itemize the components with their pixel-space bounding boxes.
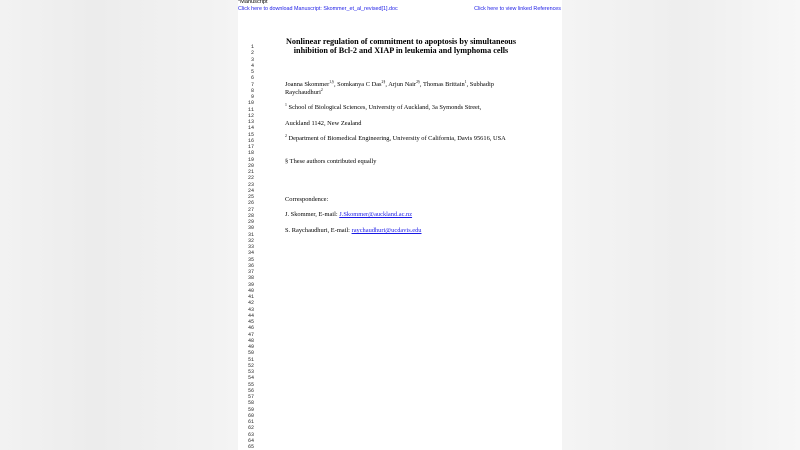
line-number: 47 [247,331,254,338]
line-number: 9 [250,94,254,100]
contact-prefix: S. Raychaudhuri, E-mail: [285,227,352,234]
line-number: 30 [247,225,254,232]
line-number: 10 [247,100,254,107]
line-number: 40 [247,287,254,294]
contact-prefix: J. Skommer, E-mail: [285,211,340,218]
email-link[interactable]: raychaudhuri@ucdavis.edu [351,227,422,234]
line-number: 42 [247,300,254,307]
author-name: Subhadip Raychaudhuri [285,81,494,96]
line-number: 37 [247,269,254,275]
view-references-link[interactable]: Click here to view linked References [474,6,561,12]
line-number: 13 [247,119,254,125]
line-number: 28 [247,212,254,219]
viewer-background-right [562,0,800,450]
line-number: 12 [247,112,254,119]
correspondence-heading: Correspondence: [285,196,329,203]
author-affiliation-mark: 1,§ [329,79,334,84]
affiliation-2 [285,135,506,142]
line-number: 46 [247,325,254,332]
line-number: 60 [247,412,254,419]
author-name: Somkanya C Das [337,81,382,88]
line-number: 51 [247,356,254,363]
line-number: 62 [247,425,254,432]
line-number: 39 [247,281,254,288]
viewer-background-left [0,0,238,450]
line-number: 38 [247,275,254,282]
line-number: 55 [247,381,254,388]
line-number: 22 [247,175,254,182]
line-number: 59 [247,406,254,413]
line-number: 24 [247,187,254,194]
line-number: 14 [247,125,254,132]
author-name: Arjun Nair [388,81,417,88]
line-number: 3 [250,56,254,63]
line-number: 45 [247,319,254,325]
line-number: 61 [247,419,254,425]
line-number: 17 [247,144,254,150]
line-number: 1 [250,44,254,50]
line-number: 4 [250,62,254,69]
line-number: 64 [247,437,254,444]
author-affiliation-mark: 2 [320,87,323,92]
correspondence-contact-2 [285,227,422,234]
line-number: 21 [247,169,254,175]
line-number: 32 [247,237,254,244]
author-name: Thomas Brittain [422,81,465,88]
line-number: 63 [247,431,254,438]
line-number: 54 [247,375,254,382]
line-number: 34 [247,250,254,257]
line-number-gutter [246,44,254,450]
affiliation-text: School of Biological Sciences, University of Auckland, 3a Symonds Street, [288,104,482,111]
line-number: 52 [247,362,254,369]
equal-contribution-note: § These authors contributed equally [285,158,377,165]
line-number: 49 [247,344,254,350]
author-affiliation-mark: 2§ [381,79,386,84]
author-name: Joanna Skommer [285,81,330,88]
correspondence-contact-1 [285,211,412,218]
line-number: 41 [247,294,254,300]
line-number: 18 [247,150,254,157]
line-number: 44 [247,312,254,319]
paper-title: Nonlinear regulation of commitment to apoptosis by simultaneous inhibition of Bcl-2 and XIAP in leukemia and lymphoma cells [285,37,517,56]
line-number: 23 [247,181,254,188]
line-number: 7 [250,81,254,88]
affiliation-mark: 1 [285,102,287,107]
line-number: 53 [247,369,254,375]
line-number: 6 [250,75,254,82]
line-number: 35 [247,256,254,263]
line-number: 16 [247,137,254,144]
author-affiliation-mark: 1 [464,79,467,84]
author-list: Joanna Skommer$^{1,\S}$, Somkanya C Das$^{2\S}$, Arjun Nair$^{2\S}$, Thomas Brittain$^1$, Subhadip Raychaudhuri$^2$ [285,79,494,96]
line-number: 31 [247,231,254,238]
line-number: 48 [247,337,254,344]
line-number: 19 [247,156,254,163]
document-page [238,0,562,450]
line-number: 58 [247,400,254,407]
affiliation-1 [285,104,481,111]
line-number: 57 [247,394,254,400]
line-number: 50 [247,350,254,357]
line-number: 25 [247,194,254,200]
affiliation-text: Department of Biomedical Engineering, University of California, Davis 95616, USA [288,135,506,142]
line-number: 65 [247,444,254,450]
author-affiliation-mark: 2§ [416,79,420,84]
line-number: 33 [247,244,254,250]
line-number: 20 [247,162,254,169]
line-number: 56 [247,387,254,394]
line-number: 5 [250,69,254,75]
line-number: 27 [247,206,254,213]
line-number: 29 [247,219,254,225]
manuscript-label: *Manuscript [238,0,268,5]
line-number: 26 [247,200,254,207]
line-number: 2 [250,50,254,57]
affiliation-mark: 2 [285,133,287,138]
line-number: 15 [247,131,254,138]
email-link[interactable]: J.Skommer@auckland.ac.nz [339,211,413,218]
line-number: 36 [247,262,254,269]
affiliation-1-continued: Auckland 1142, New Zealand [285,120,362,127]
line-number: 11 [247,106,254,113]
line-number: 8 [250,87,254,94]
download-manuscript-link[interactable]: Click here to download Manuscript: Skommer_et_al_revised[1].doc [238,6,398,12]
line-number: 43 [247,306,254,313]
